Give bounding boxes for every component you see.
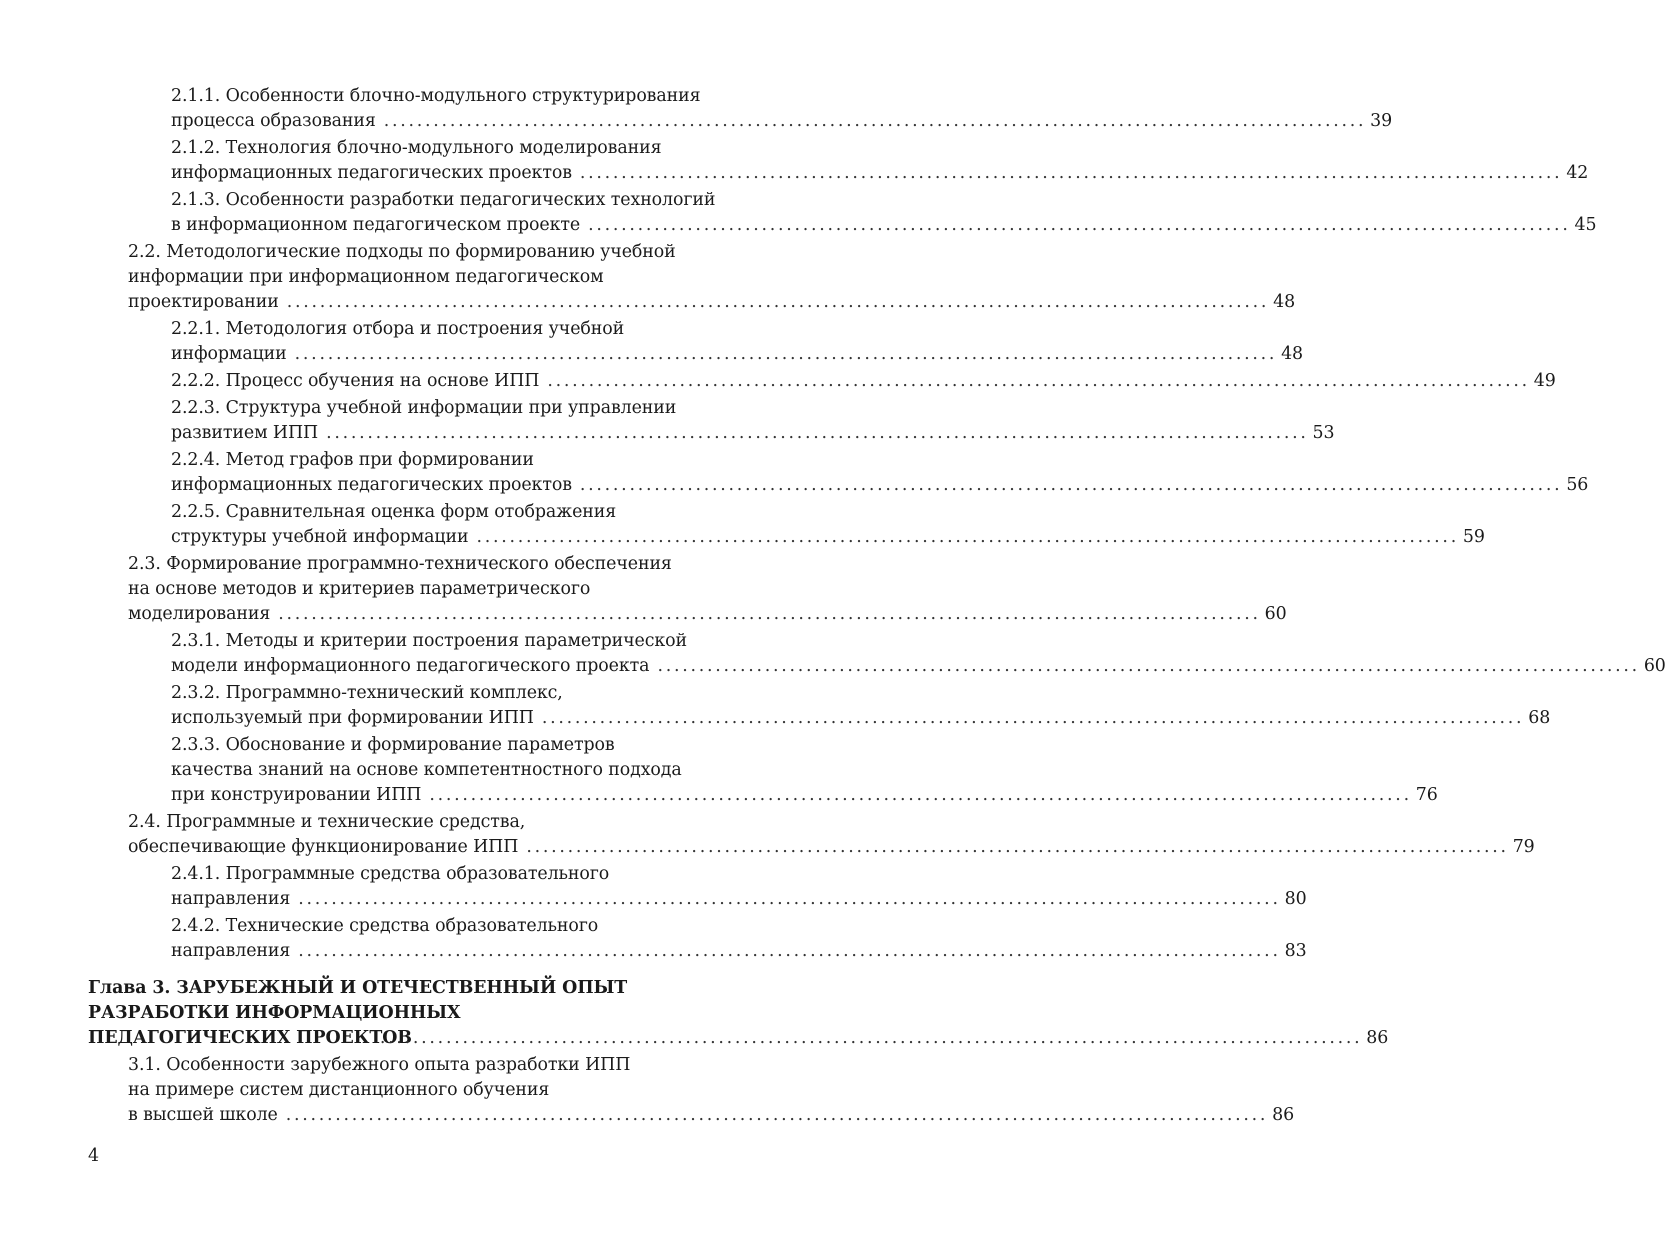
toc-entry-title: ПЕДАГОГИЧЕСКИХ ПРОЕКТОВ [88,1028,412,1048]
toc-entry-line [171,654,1666,679]
dot-leader [384,109,1362,134]
dot-leader [526,835,1504,860]
toc-page-number: 86 [1272,1105,1295,1125]
toc-entry-line [128,835,1535,860]
toc-page-number: 60 [1264,604,1287,624]
toc-entry-line [128,602,1287,627]
toc-entry-line [171,525,1485,550]
toc-page-number: 45 [1574,215,1597,235]
toc-entry-line: 3.1. Особенности зарубежного опыта разработки ИПП [128,1055,631,1075]
toc-entry-line: на основе методов и критериев параметрического [128,579,591,599]
dot-leader [580,473,1558,498]
toc-entry-line: 2.2.4. Метод графов при формировании [171,450,534,470]
toc-entry-title: используемый при формировании ИПП [171,708,534,728]
toc-entry-line: 2.2.3. Структура учебной информации при управлении [171,398,677,418]
toc-entry [88,552,1287,627]
page-number: 4 [88,1146,100,1166]
toc-entry-title: направления [171,941,291,961]
toc-entry [88,629,1666,679]
toc-entry [88,733,1438,808]
toc-entry-title: процесса образования [171,111,376,131]
dot-leader [476,525,1454,550]
toc-entry-title: направления [171,889,291,909]
toc-list [88,84,1666,1128]
dot-leader [420,1026,1358,1051]
toc-page-number: 60 [1643,656,1666,676]
toc-entry-line: 2.4.2. Технические средства образовательного [171,916,599,936]
toc-entry-line: на примере систем дистанционного обучения [128,1080,550,1100]
toc-entry [88,369,1556,394]
dot-leader [298,887,1276,912]
toc-entry-title: развитием ИПП [171,423,319,443]
toc-entry [88,136,1589,186]
toc-entry-line: информации при информационном педагогическом [128,267,604,287]
dot-leader [287,290,1265,315]
dot-leader [542,706,1520,731]
dot-leader [657,654,1635,679]
toc-page-number: 53 [1312,423,1335,443]
toc-entry [88,681,1551,731]
toc-entry-line [171,783,1438,808]
toc-entry-line: Глава 3. ЗАРУБЕЖНЫЙ И ОТЕЧЕСТВЕННЫЙ ОПЫТ [88,978,628,998]
toc-entry-line [171,369,1556,394]
toc-entry-title: обеспечивающие функционирование ИПП [128,837,519,857]
toc-entry-title: информации [171,344,287,364]
toc-page-number: 76 [1415,785,1438,805]
toc-entry-line [128,290,1296,315]
toc-entry-title: проектировании [128,292,279,312]
toc-page-number: 48 [1273,292,1296,312]
toc-entry-line: РАЗРАБОТКИ ИНФОРМАЦИОННЫХ [88,1003,461,1023]
toc-entry-title: 2.2.2. Процесс обучения на основе ИПП [171,371,540,391]
toc-entry-title: в информационном педагогическом проекте [171,215,581,235]
toc-entry-line [128,1103,1295,1128]
toc-page-number: 49 [1533,371,1556,391]
toc-entry-title: структуры учебной информации [171,527,469,547]
toc-page-number: 56 [1566,475,1589,495]
toc-entry-title: в высшей школе [128,1105,278,1125]
toc-entry-title: при конструировании ИПП [171,785,422,805]
toc-entry-title: моделирования [128,604,271,624]
toc-page-number: 86 [1366,1028,1389,1048]
toc-entry-line: 2.3.3. Обоснование и формирование параметров [171,735,615,755]
toc-entry [88,810,1535,860]
table-of-contents [88,84,1666,1130]
toc-entry-line: 2.1.1. Особенности блочно-модульного структурирования [171,86,701,106]
toc-entry-line: 2.4. Программные и технические средства, [128,812,526,832]
toc-entry-title: информационных педагогических проектов [171,163,572,183]
toc-entry-line: качества знаний на основе компетентностного подхода [171,760,682,780]
toc-page-number: 80 [1284,889,1307,909]
toc-entry [88,317,1304,367]
toc-page-number: 83 [1284,941,1307,961]
toc-entry-line: 2.1.3. Особенности разработки педагогических технологий [171,190,716,210]
toc-entry-title: модели информационного педагогического проекта [171,656,650,676]
toc-entry [88,396,1335,446]
dot-leader [298,939,1276,964]
toc-entry-line [171,473,1589,498]
toc-page-number: 39 [1370,111,1393,131]
toc-entry-line: 2.4.1. Программные средства образовательного [171,864,610,884]
toc-entry-line: 2.1.2. Технология блочно-модульного моделирования [171,138,662,158]
toc-page-number: 42 [1566,163,1589,183]
toc-entry-line: 2.3.1. Методы и критерии построения параметрической [171,631,688,651]
toc-entry-line [171,213,1597,238]
toc-entry-line [171,887,1307,912]
toc-page-number: 79 [1512,837,1535,857]
toc-entry-line: 2.3. Формирование программно-технического обеспечения [128,554,672,574]
toc-entry [88,500,1485,550]
toc-entry-line [171,421,1335,446]
toc-entry [88,84,1393,134]
toc-page-number: 48 [1281,344,1304,364]
toc-entry-line [88,1026,1389,1051]
toc-entry-line: 2.2.5. Сравнительная оценка форм отображения [171,502,617,522]
toc-entry [88,188,1597,238]
dot-leader [580,161,1558,186]
toc-entry-line [171,161,1589,186]
toc-entry-line: 2.3.2. Программно-технический комплекс, [171,683,563,703]
dot-leader [588,213,1566,238]
dot-leader [326,421,1304,446]
toc-entry-title: информационных педагогических проектов [171,475,572,495]
dot-leader [286,1103,1264,1128]
toc-entry [88,862,1307,912]
toc-entry [88,448,1589,498]
toc-entry [88,240,1296,315]
toc-entry [88,914,1307,964]
toc-page-number: 59 [1462,527,1485,547]
toc-entry-line [171,109,1393,134]
dot-leader [429,783,1407,808]
toc-entry-line [171,939,1307,964]
toc-entry-line: 2.2.1. Методология отбора и построения учебной [171,319,625,339]
toc-entry-line [171,706,1551,731]
toc-chapter-entry [88,976,1389,1051]
toc-entry-line: 2.2. Методологические подходы по формированию учебной [128,242,676,262]
dot-leader [547,369,1525,394]
toc-entry-line [171,342,1304,367]
toc-entry [88,1053,1295,1128]
dot-leader [278,602,1256,627]
toc-page-number: 68 [1528,708,1551,728]
dot-leader [295,342,1273,367]
